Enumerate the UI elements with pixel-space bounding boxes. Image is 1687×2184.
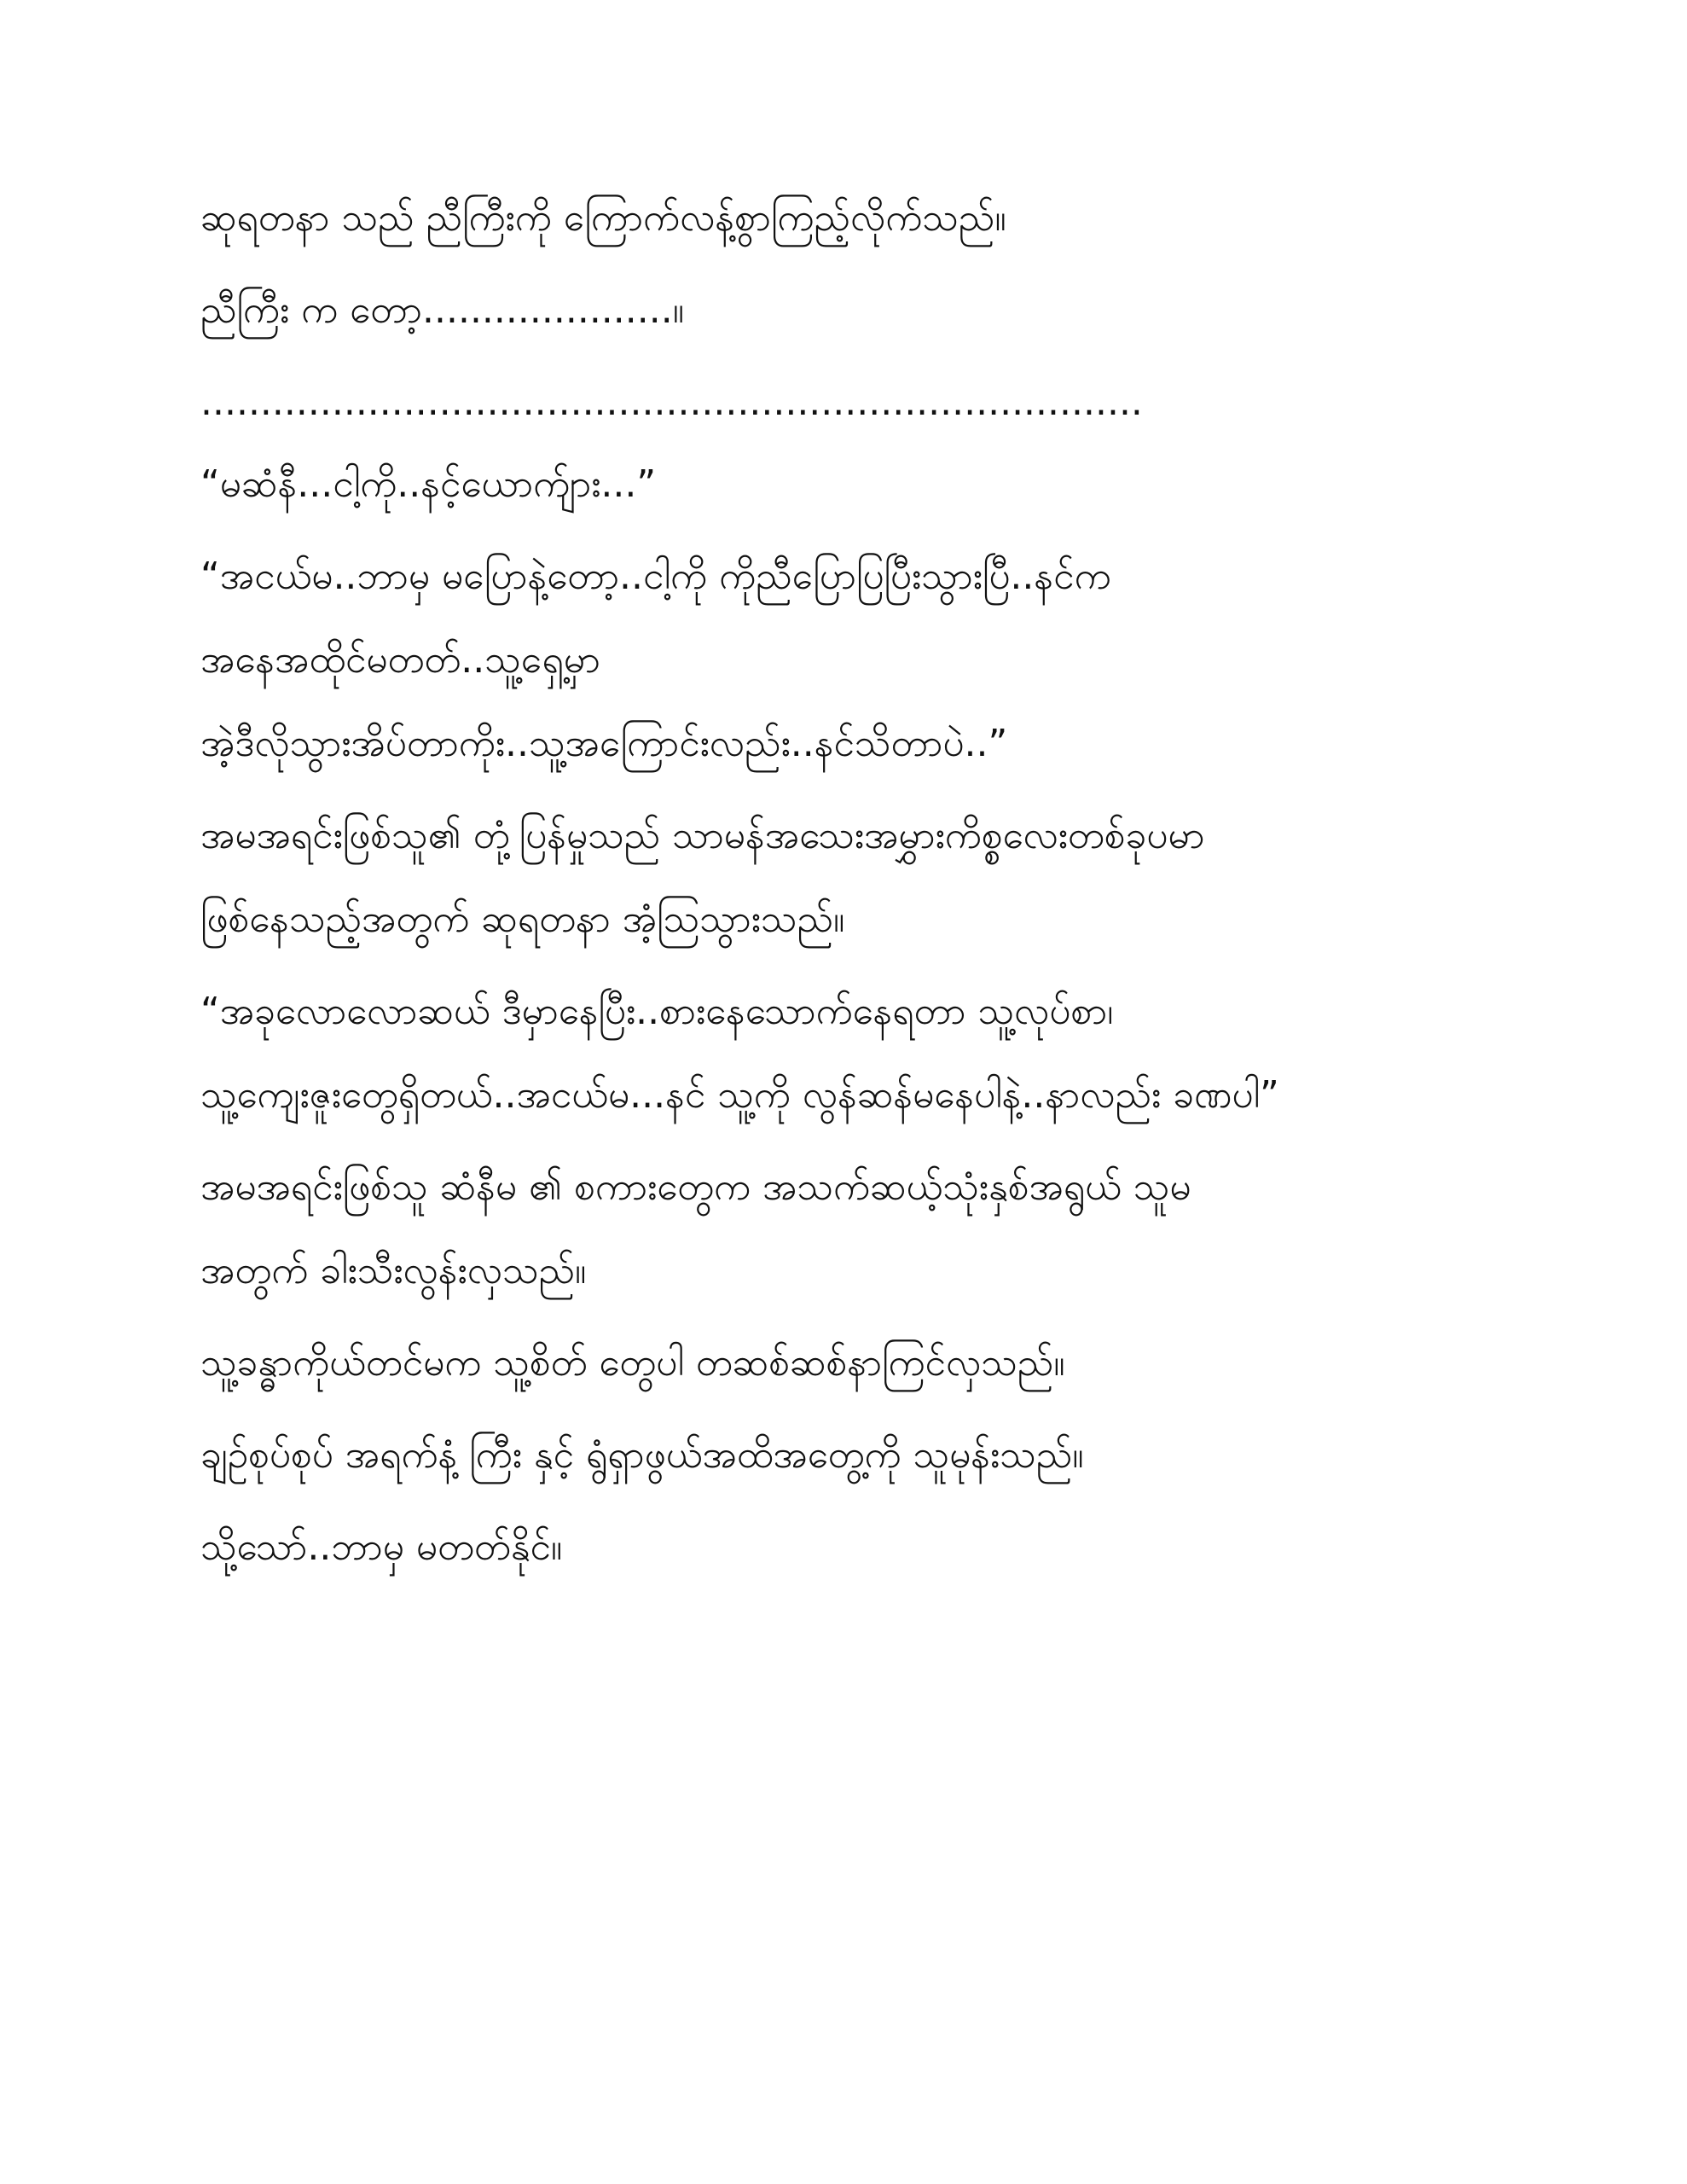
narration-line-7: သို့သော်..ဘာမှ မတတ်နိုင်။ <box>200 1525 563 1569</box>
dialogue-line-1: “မဆံနီ...ငါ့ကို..နင့်ယောက်ျား...” <box>200 462 657 506</box>
narration-line-3: အမအရင်းဖြစ်သူ ဆံနီမ ၏ စကားတွေက အသက်ဆယ့်သုံးနှစ်အရွယ် သူမ <box>200 1165 1191 1209</box>
paragraph-line-2: ညီကြီး က တော့.....................။ <box>200 288 685 332</box>
dialogue-line-5: “အခုလောလောဆယ် ဒီမှာနေပြီး..စားနေသောက်နေရတာ သူ့လုပ်စာ၊ <box>200 990 1114 1033</box>
paragraph-line-1: ဆုရတနာ သည် ညီကြီးကို ကြောက်လန့်စွာကြည့်လိုက်သည်။ <box>200 196 1006 240</box>
narration-line-5: သူ့ခန္ဓာကိုယ်တင်မက သူ့စိတ် တွေပါ တဆစ်ဆစ်နာကြင်လှသည်။ <box>200 1341 1065 1385</box>
narration-line-1: အမအရင်းဖြစ်သူ၏ တုံ့ပြန်မှုသည် သာမန်အသေးအမွှားကိစ္စလေးတစ်ခုပမာ <box>200 814 1205 857</box>
narration-line-2: ဖြစ်နေသည့်အတွက် ဆုရတနာ အံ့သြသွားသည်။ <box>200 897 845 941</box>
dialogue-line-6: သူ့ကျေးဇူးတွေရှိတယ်..အငယ်မ...နင် သူ့ကို လွန်ဆန်မနေပါနဲ့..နာလည်း ခဏပါ” <box>200 1073 1279 1117</box>
narration-line-4: အတွက် ခါးသီးလွန်းလှသည်။ <box>200 1249 587 1292</box>
dialogue-line-2: “အငယ်မ..ဘာမှ မပြောနဲ့တော့..ငါ့ကို ကိုညီပြောပြပြီးသွားပြီ..နင်က <box>200 555 1111 598</box>
separator-dots: ............................................................................... <box>200 380 1143 424</box>
dialogue-line-3: အနေအထိုင်မတတ်..သူ့ရှေ့မှာ <box>200 638 600 682</box>
narration-line-6: ချဉ်စုပ်စုပ် အရက်နံ့ ကြီး နှင့် ရွံရှာဖွယ်အထိအတွေ့ကို သူမုန်းသည်။ <box>200 1433 1084 1477</box>
document-body <box>200 195 1497 1571</box>
dialogue-line-4: အဲ့ဒီလိုသွားအိပ်တာကိုး..သူ့အကြောင်းလည်း..နင်သိတာပဲ..” <box>200 722 1008 765</box>
